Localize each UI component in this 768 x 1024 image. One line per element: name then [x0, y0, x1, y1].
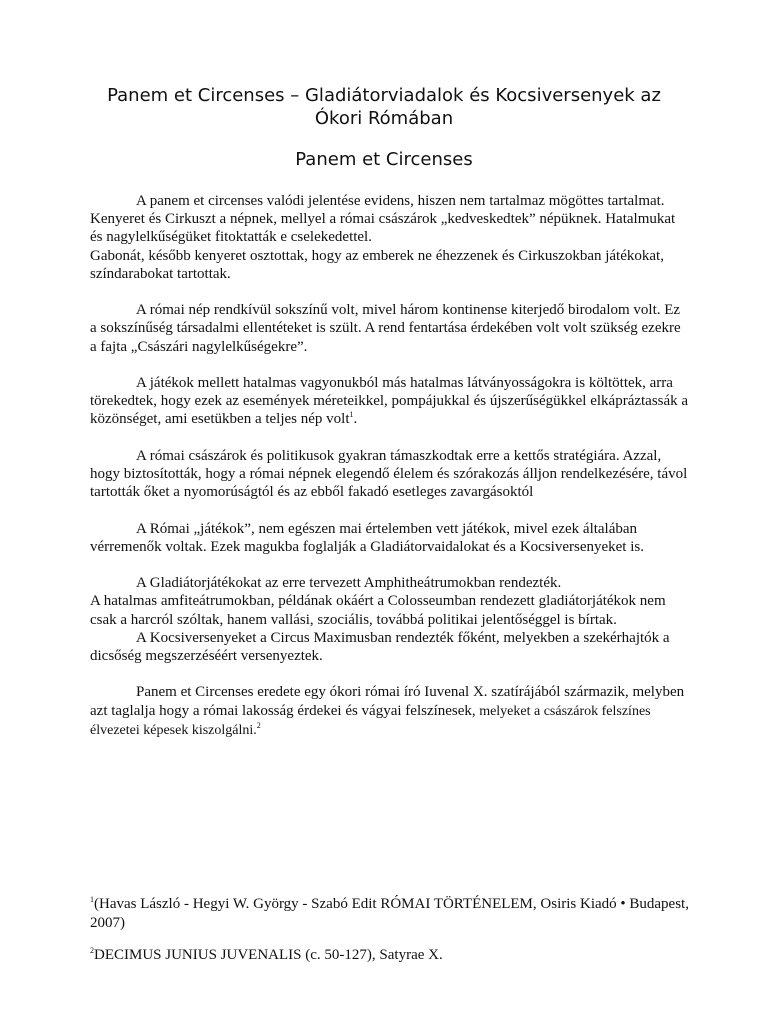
document-body [90, 192, 690, 740]
paragraph-3-text: A játékok mellett hatalmas vagyonukból más hatalmas látványosságokra is költöttek, arra törekedtek, hogy ezek az események méreteikkel, pompájukkal és újszerűségükkel elkápráztassák a közönséget, ami esetükben a teljes nép volt [90, 375, 689, 428]
paragraph-7: A Kocsiversenyeket a Circus Maximusban rendezték főként, melyekben a szekérhajtók a dicsőség megszerzéséért versenyeztek. [90, 629, 670, 664]
page-title: Panem et Circenses – Gladiátorviadalok és Kocsiversenyek az Ókori Rómában [107, 85, 661, 129]
footnote-1-text: (Havas László - Hegyi W. György - Szabó Edit RÓMAI TÖRTÉNELEM, Osiris Kiadó • Budapest, 2007) [90, 896, 689, 931]
footnote-1 [90, 895, 690, 932]
paragraph-2: A római nép rendkívül sokszínű volt, mivel három kontinense kiterjedő birodalom volt. Ez a sokszínűség társadalmi ellentéteket is szült. A rend fentartása érdekében volt volt szükség ezekre a fajta „Császári nagylelkűségekre”. [90, 302, 681, 355]
footnote-2 [90, 946, 690, 965]
paragraph-3 [90, 374, 690, 429]
paragraph-5: A Római „játékok”, nem egészen mai értelemben vett játékok, mivel ezek általában vérremenők voltak. Ezek magukba foglalják a Gladiátorvaidalokat és a Kocsiversenyeket is. [90, 520, 644, 555]
footnote-ref-1[interactable]: 1 [349, 410, 354, 420]
footnote-2-marker: 2 [90, 946, 94, 955]
paragraph-8-text-b: melyeket a császárok felszínes élvezetei képesek kiszolgálni. [90, 703, 651, 738]
paragraph-3-end: . [353, 411, 358, 428]
paragraph-8-text-a: Panem et Circenses eredete egy ókori római író Iuvenal X. szatírájából származik, melyben azt taglalja hogy a római lakosság érdekei és vágyai felszínesek, [90, 684, 685, 719]
paragraph-6-continuation: A hatalmas amfiteátrumokban, példának okáért a Colosseumban rendezett gladiátorjátékok nem csak a harcról szóltak, hanem vallási, szociális, továbbá politikai jelentőséggel is bírtak. [90, 593, 666, 628]
footnote-ref-2[interactable]: 2 [256, 720, 261, 730]
footnote-2-text: DECIMUS JUNIUS JUVENALIS (c. 50-127), Satyrae X. [94, 947, 443, 963]
paragraph-4: A római császárok és politikusok gyakran támaszkodtak erre a kettős stratégiára. Azzal, hogy biztosították, hogy a római népnek elegendő élelem és szórakozás álljon rendelkezésére, távol tartották őket a nyomorúságtól és az ebből fakadó esetleges zavargásoktól [90, 447, 688, 501]
section-heading: Panem et Circenses [295, 149, 473, 170]
paragraph-1: A panem et circenses valódi jelentése evidens, hiszen nem tartalmaz mögöttes tartalmat. Kenyeret és Cirkuszt a népnek, mellyel a római császárok „kedveskedtek” népüknek. Hatalmukat és nagylelkűségüket fitoktatták e cselekedettel. [90, 193, 676, 246]
paragraph-8 [90, 683, 690, 740]
footnote-1-marker: 1 [90, 895, 94, 904]
footnotes [90, 895, 690, 965]
paragraph-6: A Gladiátorjátékokat az erre tervezett Amphitheátrumokban rendezték. [136, 575, 562, 592]
paragraph-1-continuation: Gabonát, később kenyeret osztottak, hogy az emberek ne éhezzenek és Cirkuszokban játékokat, színdarabokat tartottak. [90, 247, 664, 282]
